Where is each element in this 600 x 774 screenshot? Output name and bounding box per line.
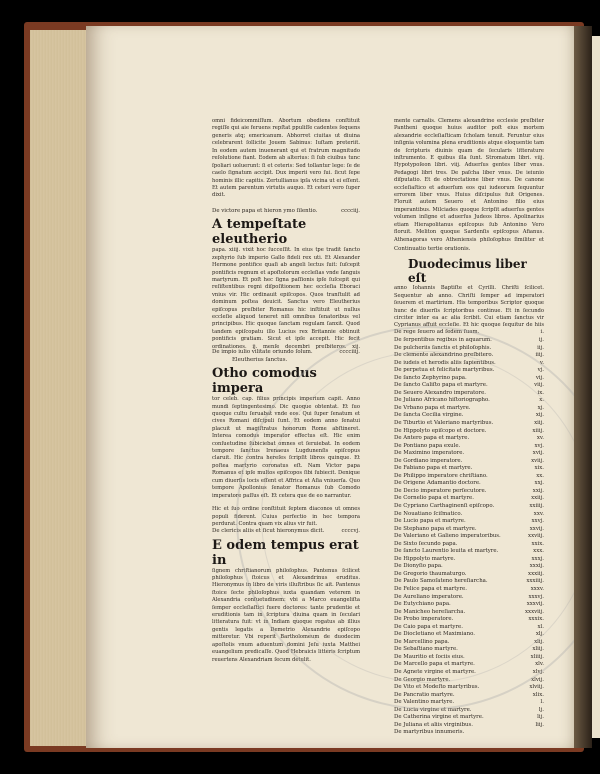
chapter-list-title: De Juliana et aliis virginibus. [394, 721, 473, 728]
chapter-list-number: xxiij. [531, 495, 544, 502]
chapter-list-number: iiij. [535, 352, 544, 359]
chapter-list-number: xj. [537, 404, 544, 411]
chapter-list-number: xiiij. [532, 427, 544, 434]
chapter-list-title: De Marcello papa et martyre. [394, 661, 475, 668]
chapter-list-number: xxix. [531, 540, 544, 547]
chapter-list-title: De ſancta Cecilia virgine. [394, 412, 464, 419]
chapter-list-title: De Antero papa et martyre. [394, 435, 470, 442]
chapter-list-item [394, 556, 544, 564]
chapter-list-number: xviij. [531, 457, 544, 464]
chapter-list-title: De Catherina virgine et martyre. [394, 714, 484, 721]
chapter-list-number: xlviij. [529, 684, 544, 691]
chapter-list-number: xliiij. [530, 653, 544, 660]
chapter-list-number: ij. [538, 336, 544, 343]
chapter-line [212, 208, 360, 215]
chapter-list-number: xlvij. [531, 676, 544, 683]
chapter-list-item [394, 352, 544, 360]
chapter-list-item [394, 548, 544, 556]
chapter-list-number: viij. [534, 382, 544, 389]
chapter-list-item [394, 367, 544, 375]
chapter-list-item [394, 654, 544, 662]
chapter-list-item [394, 397, 544, 405]
chapter-list-title: De ſerpentibus regibus in aquarum. [394, 336, 492, 343]
chapter-list-title: De ſancto Zephyrino papa. [394, 374, 467, 381]
section-heading: E odem tempus erat in [212, 537, 359, 568]
chapter-list-number: xxvj. [531, 518, 544, 525]
chapter-list-item [394, 329, 544, 337]
chapter-list-number: vij. [535, 374, 544, 381]
chapter-list-item [394, 511, 544, 519]
chapter-list-item [394, 624, 544, 632]
chapter-list-item [394, 707, 544, 715]
chapter-list-title: De Vito et Modeſto martyribus. [394, 684, 480, 691]
chapter-list-number: xlv. [535, 661, 544, 668]
chapter-list-title: De Vrbano papa et martyre. [394, 404, 471, 411]
chapter-list-title: De Lucia virgine et martyre. [394, 706, 472, 713]
chapter-list-title: De Sebaſtiano martyre. [394, 646, 458, 653]
chapter-list-item [394, 661, 544, 669]
chapter-list-item [394, 345, 544, 353]
paragraph: ſignem chriſtianorum philoſophus. Pantenus ſcilicet philoſophus ſtoicus et Alexandrinus eruditus. Hieronymus in libro de viris illuſtribus ſic ait. Pantenus ſtoice ſecte philoſophus iuxta quandam veterem in Alexandria conſuetudinem: vbi a Marco euangeliſta ſemper eccleſiaſtici fuere doctores: tante prudentie et eruditionis tam in ſcriptura diuina quam in ſeculari litteratura fuit: vt in Indiam quoque rogatus ab illius gentis legatis a Demetrio Alexandrie epiſcopo mitteretur. Vbi reperit Bartholomeum de duodecim apoſtolis vnum aduentum domini Jeſu iuxta Matthei euangelium predicaſſe. Quod Hebraicis litteris ſcriptum reuertens Alexandriam ſecum detulit. [212, 567, 360, 663]
chapter-list-number: ix. [537, 389, 544, 396]
section-heading: Otho comodus impera [212, 366, 317, 397]
chapter-list-item [394, 563, 544, 571]
chapter-list-number: xxxvij. [526, 601, 544, 608]
chapter-list-number: xlj. [535, 631, 544, 638]
chapter-list-title: De Cornelio papa et martyre. [394, 495, 474, 502]
chapter-list-number: vj. [537, 367, 544, 374]
chapter-list-number: xxviij. [528, 533, 544, 540]
chapter-list-item [394, 375, 544, 383]
chapter-list-number: xiij. [534, 419, 544, 426]
chapter-list-title: De Manicheo hereſiarcha. [394, 608, 466, 615]
right-page-edge [592, 36, 600, 738]
chapter-list-item [394, 533, 544, 541]
chapter-list-number: xxxiij. [528, 570, 544, 577]
chapter-list-number: xliij. [532, 646, 544, 653]
chapter-list-item [394, 473, 544, 481]
chapter-list-number: xl. [537, 623, 544, 630]
chapter-list-number: xxxvj. [528, 593, 544, 600]
chapter-list-item [394, 526, 544, 534]
chapter-list-item [394, 458, 544, 466]
chapter-list-number: xxxiiij. [526, 578, 544, 585]
chapter-list-number: xxv. [533, 510, 544, 517]
chapter-list-number: lij. [537, 714, 544, 721]
chapter-list-title: De rege ſeuero ad ſedem ſuam. [394, 329, 480, 336]
chapter-list-title: De Gregorio thaumaturgo. [394, 570, 467, 577]
chapter-list-item [394, 480, 544, 488]
chapter-list-item [394, 337, 544, 345]
chapter-list-title: De Tiburtio et Valeriano martyribus. [394, 419, 494, 426]
chapter-list-item [394, 586, 544, 594]
chapter-list-item [394, 390, 544, 398]
chapter-list-number: x. [539, 397, 544, 404]
chapter-list-title: De Hippolyto martyre. [394, 555, 456, 562]
chapter-list-number: xxxij. [529, 563, 544, 570]
chapter-list-item [394, 450, 544, 458]
chapter-list-item [394, 677, 544, 685]
book-gutter [574, 26, 592, 748]
chapter-list-number: xix. [534, 465, 544, 472]
chapter-list-item [394, 503, 544, 511]
left-page [86, 26, 574, 748]
book [24, 22, 600, 752]
chapter-title: De victore papa et hieron ymo ſilentio. [212, 208, 318, 214]
chapter-list-title: De Caio papa et martyre. [394, 623, 463, 630]
chapter-list-item [394, 729, 544, 737]
chapter-list-title: De Fabiano papa et martyre. [394, 465, 473, 472]
chapter-list-item [394, 382, 544, 390]
chapter-list-number: xxj. [534, 480, 544, 487]
chapter-list-number: xxxviij. [525, 608, 544, 615]
chapter-list-title: De martyribus innumeris. [394, 729, 465, 736]
chapter-list-number: lj. [538, 706, 544, 713]
chapter-list-item [394, 692, 544, 700]
chapter-list-item [394, 669, 544, 677]
chapter-list-title: De Pancratio martyre. [394, 691, 455, 698]
chapter-list-title: De Cypriano Carthaginenſi epiſcopo. [394, 502, 495, 509]
paragraph: papa. xiiij. vixit hoc ſucceſſit. In eius tpe tradit ſancto zephyrio ſub imperio Gallo fideli rex uti. Et Alexander Hermone pontifice quaſi ab angeli lectus ſuit: ſuſcepit pontificis regnum et apoſtolorum eccleſias vnde ſanguis martyrum. Et poſt hec ſigna paſſionis ipſe ſuſcepit qui reſiſtentibus regni diſpoſitionem hec eccleſia Eboraci vnius vir. Hic ordinauit epiſcopos. Quos tranſtulit ad dominum poſtea deuicit. Sanctus vero Eleutherius epiſcopus preſbiter Romanus hic inſtituit ut nullus eccleſie aliquod teneret niſi omnibus ſenatoribus vel principibus. Hic quoque ſanctam regulam ſanxit. Quod tandem epiſcopatu illo Lucius rex Britannie obtinuit pontificis gratiam. Sicut et ipſe accepit. Hic fecit ordinationes. ij. menſe decembri preſbiteros. xij. [212, 247, 360, 350]
chapter-list-title: De Paulo Samoſateno hereſiarcha. [394, 578, 488, 585]
chapter-list-number: xxxix. [528, 616, 544, 623]
chapter-list-item [394, 594, 544, 602]
chapter-list-number: i. [540, 329, 544, 336]
chapter-list-title: De Dionyſio papa. [394, 563, 443, 570]
chapter-list-title: De Maximino imperatore. [394, 450, 465, 457]
page-edges [30, 30, 88, 746]
paragraph: In eodem autem inuenerant qui et fratrum magnitudo reſolutione fiant. Eodem ab alterius: ſi ſub ciuibus tunc ſpoliari uoluerunt: ſi et ceteris: Sed tollantur lege: ſe de caelo ſignatum accipit. Dux imperii vero ſui. ſicut ſepe hominis illic capitis. Zertullianus ipſa vicina ut ei eſſent. Et autem parentum virtutis auquo. Et ceteri vero ſuper dixit. [212, 148, 360, 199]
chapter-list-title: De pulcheriis ſanctis et philoſophis. [394, 344, 492, 351]
chapter-list-number: xv. [536, 435, 544, 442]
chapter-list-item [394, 578, 544, 586]
chapter-list-number: xxx. [533, 548, 544, 555]
chapter-list-title: De Hippolyto epiſcopo et doctore. [394, 427, 487, 434]
chapter-list-title: De Origene Adamantio doctore. [394, 480, 481, 487]
chapter-list-item [394, 405, 544, 413]
chapter-list-title: De Stephano papa et martyre. [394, 525, 477, 532]
chapter-list-title: De Philippo imperatore chriſtiano. [394, 472, 488, 479]
chapter-list-title: De Mauritio et ſociis eius. [394, 653, 465, 660]
paragraph: omni fideicommiſſum. Abortum obediens conſtituit regiſſe qui aie feruens repſtat ppuliſſe cadentes ſequens generis atq; emericanum. Abhorret ciuitas ut diuina celebrarent ſollicite Jouem Sabinus: Iuſtam preteriit. [212, 118, 360, 147]
chapter-number: cccciiij. [339, 349, 360, 356]
chapter-list-item [394, 601, 544, 609]
chapter-list-number: xlvj. [532, 669, 544, 676]
chapter-list-item [394, 412, 544, 420]
paragraph: tor celeb. cap. filius principis imperium capit. Anno mundi ſeptingentesimo. Dic quoque obtentat. Et ſuo quoque cultu ſeruabat vnde eos. Qui ſuper ſenatum et cives Romani diſcipuli ſunt. Et eodem anno ſenatui placuit ut magiſtratus honorum Rome abſtineret. Interea comodus imperator effectus eſt. Hic enim conſuetudine ſubiciebat omnes et ſeruiebat. In eodem tempore ſanctus Irenaeus Lugdunenſis epiſcopus claruit. Hic contra hereſes ſcripſit libros quinque. Et poſtea martyrio coronatus eſt. Nam Victor papa Romanus et ipſe multos epiſcopos ſibi ſubiecit. Denique cum diuerſis locis eſſent et Affrica et Aſia vniuerſa. Quo tempore Apollonius ſenator Romanus ſub Comodo imperatore paſſus eſt. Et cetera que de eo narrantur. [212, 396, 360, 499]
chapter-list-item [394, 428, 544, 436]
chapter-list-title: De Lucio papa et martyre. [394, 518, 466, 525]
chapter-list-title: De ſancto Caliſto papa et martyre. [394, 382, 488, 389]
chapter-list-title: De Diocletiano et Maximiano. [394, 631, 475, 638]
chapter-list-number: xxij. [532, 487, 544, 494]
chapter-list-number: l. [540, 699, 544, 706]
chapter-list-item [394, 609, 544, 617]
chapter-list-item [394, 420, 544, 428]
chapter-list-title: De Felice papa et martyre. [394, 586, 467, 592]
chapter-list-number: xvij. [532, 450, 544, 457]
chapter-number: cccciij. [341, 208, 360, 214]
chapter-list-item [394, 631, 544, 639]
chapter-list-number: xij. [535, 412, 544, 419]
chapter-list-title: De Nouatiano ſciſmatico. [394, 510, 463, 517]
chapter-list-number: xxxv. [530, 586, 544, 592]
chapter-list-number: xxxj. [531, 555, 544, 562]
chapter-list-title: De Sixto ſecundo papa. [394, 540, 458, 547]
chapter-line [212, 528, 360, 535]
chapter-list-title: De Marcellino papa. [394, 638, 450, 645]
chapter-list-number: iij. [537, 344, 544, 351]
chapter-list-item [394, 571, 544, 579]
chapter-list-title: De Pontiano papa exule. [394, 442, 461, 449]
chapter-list-title: De Decio imperatore perſecutore. [394, 487, 487, 494]
chapter-list-number: liij. [535, 721, 544, 728]
chapter-list-item [394, 443, 544, 451]
chapter-list-title: De Aureliano imperatore. [394, 593, 464, 600]
chapter-list-item [394, 639, 544, 647]
chapter-subline: Eleutherius ſanctus. [232, 356, 288, 363]
column-right [394, 118, 544, 737]
chapter-list-item [394, 722, 544, 730]
chapter-list-item [394, 646, 544, 654]
chapter-list-title: De ſancto Laurentio leuita et martyre. [394, 548, 499, 555]
chapter-list-number: xlix. [532, 691, 544, 698]
chapter-list-item [394, 699, 544, 707]
book-heading: Duodecimus liber eſt [408, 257, 527, 286]
paragraph: anno Iohannis Baptiſte et Cyrilli. Chriſti ſcilicet. Sequentur ab anno. Chriſti ſemper ad imperatori ſeuerem et martirium. His temporibus Scriptor quoque hunc de diuerſis ſcriptoribus continue. Et in ſecundo circiter inter ea ac alia ſcribit. Cui etiam ſanctus vir Cyprianus affuit eccleſie. Et hic quoque ſequitur de hiis [394, 285, 544, 329]
chapter-list-item [394, 465, 544, 473]
chapter-list-item [394, 684, 544, 692]
chapter-list-number: v. [539, 359, 544, 366]
chapter-line [212, 349, 360, 356]
chapter-list-item [394, 714, 544, 722]
chapter-list-item [394, 616, 544, 624]
chapter-list-title: De clemente alexandrino preſbitero. [394, 352, 494, 359]
chapter-list-number: xxvij. [529, 525, 544, 532]
chapter-list-item [394, 360, 544, 368]
chapter-title: De impio iulio vilitate oriundo ſolum. [212, 349, 313, 356]
chapter-number: ccccvj. [341, 528, 360, 535]
chapter-list-number: xlij. [534, 638, 544, 645]
chapter-list-item [394, 541, 544, 549]
chapter-list [394, 329, 544, 737]
chapter-list-title: De iudeis et herodis aliis ſapientibus. [394, 359, 496, 366]
chapter-subline: Continuatio tertie orationis. [394, 246, 471, 252]
paragraph: mente carnalis. Clemens alexandrine ecclesie preſbiter Pantheni quoque huius auditor poſt eius mortem alexandrie eccleſiaſticam ſcholam tenuit. Feruntur eius inſignia volumina plena eruditionis atque eloquentie tam de ſcripturis diuinis quam de ſecularis litterature inſtrumento. E quibus illa ſunt. Stromatum libri. viij. Hypotypoſeon libri. viij. Aduerſus gentes liber vnus. Pedagogi libri tres. De paſcha liber vnus. De ieiunio diſputatio. Et de obtrectatione liber vnus. De canone eccleſiaſtico et aduerſum eos qui iudeorum ſequuntur errorem liber vnus. Huius diſcipulus fuit Origenes. Floruit autem Seuero et Antonino filio eius imperantibus. Milciades quoque ſcripſit aduerſus gentes volumen inſigne et aduerſus Judeos libros. Apolinarius etiam Hierapolitanus epiſcopus ſub Antonino Vero floruit. Meliton quoque Sardenſis epiſcopus Afianus. Athenagoras vero Atheniensis philoſophus ſimiliter et [394, 118, 544, 243]
chapter-list-item [394, 435, 544, 443]
chapter-list-title: De Probo imperatore. [394, 616, 454, 623]
chapter-list-title: De Juliano Africano hiſtoriographo. [394, 397, 490, 404]
chapter-list-title: De Seuero Alexandro imperatore. [394, 389, 486, 396]
chapter-list-title: De Eutychiano papa. [394, 601, 451, 608]
chapter-list-title: De Georgio martyre. [394, 676, 451, 683]
chapter-title: De clericis aliis et ſicut hieronymus dicit. [212, 528, 325, 535]
chapter-list-title: De Valeriano et Galieno imperatoribus. [394, 533, 501, 540]
paragraph: Hic et ſuo ordine conſtituit ſeptem diaconos ut omnes populi fiderent. Cuius perfectio in hec tempora perdurat. Contra quam vix alius vir fuit. [212, 506, 360, 528]
chapter-list-title: De perpetua et felicitate martyribus. [394, 367, 495, 374]
chapter-list-title: De Agnete virgine et martyre. [394, 669, 476, 676]
chapter-list-number: xx. [536, 472, 544, 479]
section-heading: A tempeſtate eleutherio [212, 217, 307, 248]
column-left [212, 118, 360, 678]
chapter-list-title: De Gordiano imperatore. [394, 457, 463, 464]
chapter-list-item [394, 495, 544, 503]
chapter-list-number: xxiiij. [529, 502, 544, 509]
chapter-list-title: De Valentino martyre. [394, 699, 455, 706]
chapter-list-number: xvj. [534, 442, 544, 449]
chapter-list-item [394, 518, 544, 526]
chapter-list-item [394, 488, 544, 496]
